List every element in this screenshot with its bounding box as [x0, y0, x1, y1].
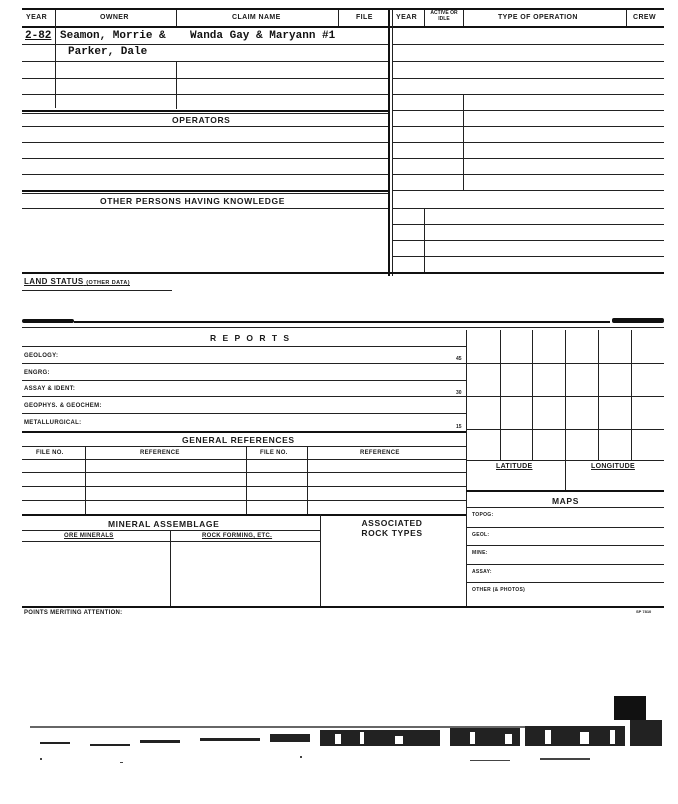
- form-code: SP 7810: [636, 609, 652, 614]
- map-geol: GEOL:: [472, 532, 490, 538]
- land-status-label: LAND STATUS: [24, 277, 84, 286]
- other-persons-heading: OTHER PERSONS HAVING KNOWLEDGE: [100, 196, 286, 206]
- col-crew-header: CREW: [633, 14, 656, 21]
- smudge-left: [22, 319, 74, 323]
- col-year2-header: YEAR: [396, 14, 418, 21]
- col-claim-name-header: CLAIM NAME: [232, 14, 281, 21]
- reports-heading: R E P O R T S: [210, 333, 292, 343]
- ref-reference2-header: REFERENCE: [360, 450, 400, 456]
- latitude-label: LATITUDE: [496, 463, 533, 470]
- col-year-header: YEAR: [26, 14, 48, 21]
- land-status-heading: [24, 277, 130, 286]
- entry-owner-line2: Parker, Dale: [68, 46, 148, 58]
- ref-file-no2-header: FILE NO.: [260, 450, 288, 456]
- scan-noise-band: [0, 690, 678, 780]
- col-type-operation-header: TYPE OF OPERATION: [498, 14, 578, 21]
- top-border: [22, 8, 664, 10]
- maps-heading: MAPS: [552, 496, 579, 506]
- ore-minerals-header: ORE MINERALS: [64, 533, 114, 539]
- scale-30: 30: [456, 390, 462, 396]
- entry-owner-line1: Seamon, Morrie &: [60, 30, 166, 42]
- land-status-note: (OTHER DATA): [86, 280, 130, 286]
- ref-reference-header: REFERENCE: [140, 450, 180, 456]
- entry-claim-name: Wanda Gay & Maryann #1: [190, 30, 336, 42]
- map-other: OTHER (& PHOTOS): [472, 587, 526, 593]
- report-geophys: GEOPHYS. & GEOCHEM:: [24, 403, 102, 409]
- rock-forming-header: ROCK FORMING, ETC.: [202, 533, 273, 539]
- col-active-idle-header: ACTIVE OR IDLE: [430, 10, 458, 22]
- map-topog: TOPOG:: [472, 512, 494, 518]
- smudge-right: [612, 318, 664, 323]
- report-engrg: ENGRG:: [24, 370, 50, 376]
- ref-file-no-header: FILE NO.: [36, 450, 64, 456]
- col-file-header: FILE: [356, 14, 373, 21]
- scale-45: 45: [456, 356, 462, 362]
- longitude-label: LONGITUDE: [591, 463, 635, 470]
- col-owner-header: OWNER: [100, 14, 129, 21]
- map-mine: MINE:: [472, 550, 488, 556]
- report-metallurgical: METALLURGICAL:: [24, 420, 82, 426]
- entry-year: 2-82: [25, 30, 52, 42]
- report-assay: ASSAY & IDENT:: [24, 386, 76, 392]
- scale-15: 15: [456, 424, 462, 430]
- map-assay: ASSAY:: [472, 569, 492, 575]
- mineral-assemblage-heading: MINERAL ASSEMBLAGE: [108, 519, 220, 529]
- header-bottom-border: [22, 26, 664, 28]
- points-meriting-label: POINTS MERITING ATTENTION:: [24, 610, 123, 616]
- associated-rock-types-heading: ASSOCIATED ROCK TYPES: [361, 518, 423, 538]
- operators-heading: OPERATORS: [172, 115, 231, 125]
- general-references-heading: GENERAL REFERENCES: [182, 435, 295, 445]
- report-geology: GEOLOGY:: [24, 353, 59, 359]
